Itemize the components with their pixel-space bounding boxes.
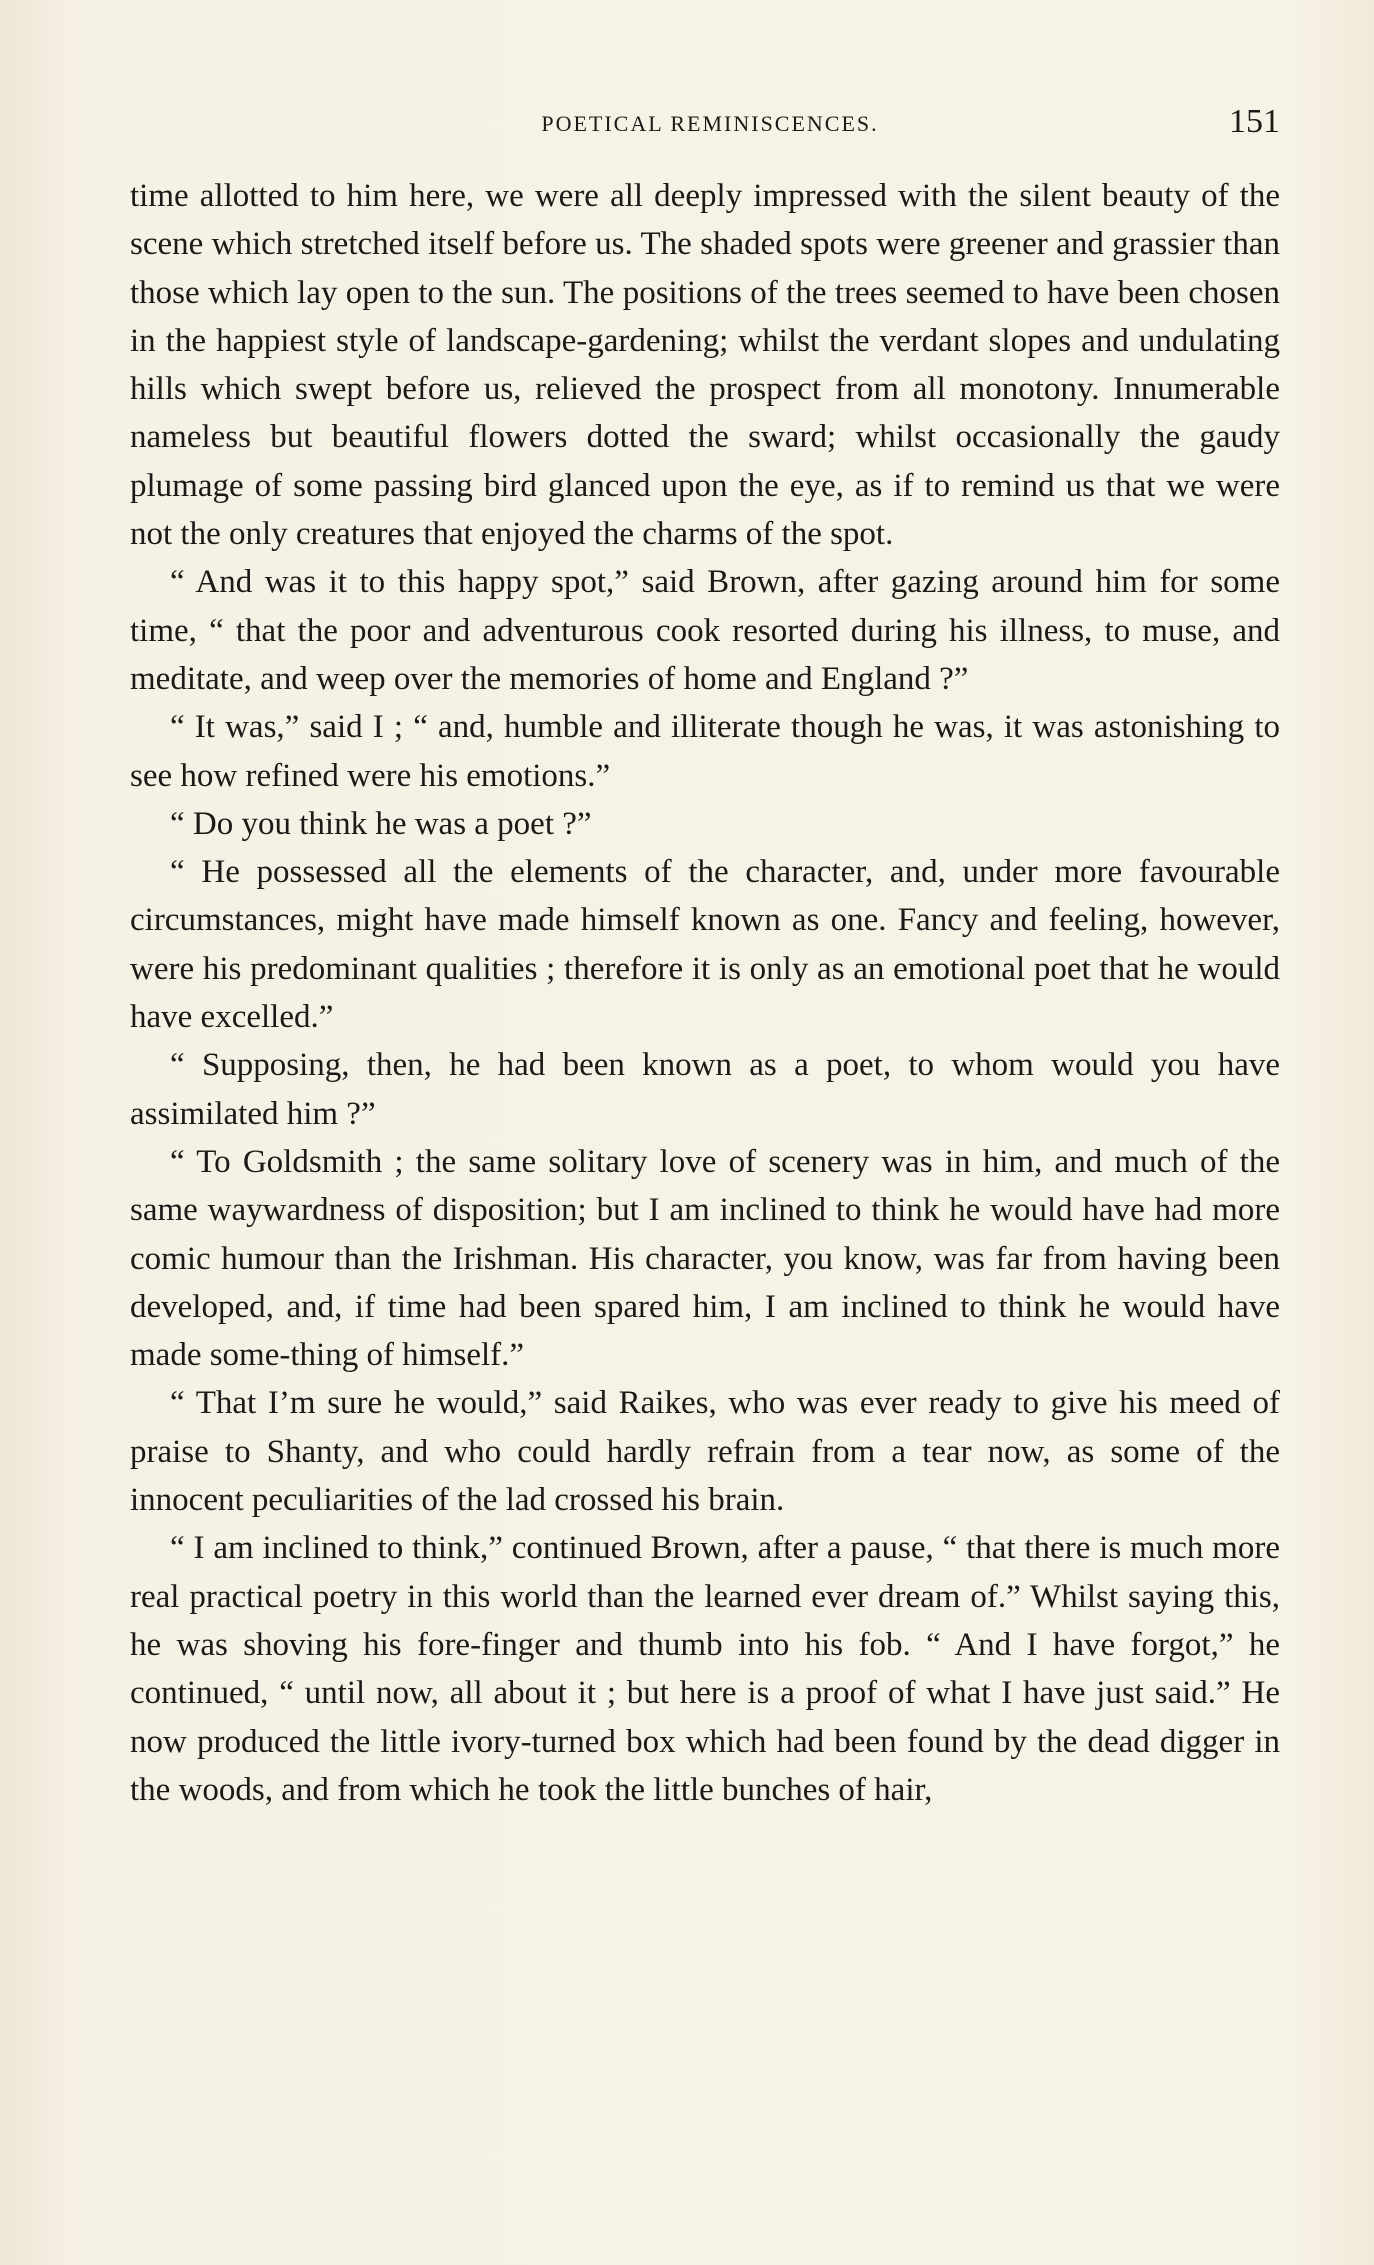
body-text (130, 172, 1280, 1814)
paragraph: “ That I’m sure he would,” said Raikes, who was ever ready to give his meed of praise to Shanty, and who could hardly refrain from a tear now, as some of the innocent peculiarities of the lad crossed his brain. (130, 1385, 1280, 1519)
paragraph: “ To Goldsmith ; the same solitary love of scenery was in him, and much of the same waywardness of disposition; but I am inclined to think he would have had more comic humour than the Irishman. His character, you know, was far from having been developed, and, if time had been spared him, I am inclined to think he would have made some-thing of himself.” (130, 1143, 1280, 1374)
paragraph: “ I am inclined to think,” continued Brown, after a pause, “ that there is much more real practical poetry in this world than the learned ever dream of.” Whilst saying this, he was shoving his fore-finger and thumb into his fob. “ And I have forgot,” he continued, “ until now, all about it ; but here is a proof of what I have just said.” He now produced the little ivory-turned box which had been found by the dead digger in the woods, and from which he took the little bunches of hair, (130, 1530, 1280, 1808)
page-number: 151 (1229, 103, 1280, 140)
paragraph: “ Supposing, then, he had been known as a poet, to whom would you have assimilated him ?” (130, 1047, 1280, 1132)
paragraph: “ Do you think he was a poet ?” (170, 805, 592, 842)
paragraph: time allotted to him here, we were all deeply impressed with the silent beauty of the scene which stretched itself before us. The shaded spots were greener and grassier than those which lay open to the sun. The positions of the trees seemed to have been chosen in the happiest style of landscape-gardening; whilst the verdant slopes and undulating hills which swept before us, relieved the prospect from all monotony. Innumerable nameless but beautiful flowers dotted the sward; whilst occasionally the gaudy plumage of some passing bird glanced upon the eye, as if to remind us that we were not the only creatures that enjoyed the charms of the spot. (130, 178, 1280, 553)
paragraph: “ It was,” said I ; “ and, humble and illiterate though he was, it was astonishing to see how refined were his emotions.” (130, 709, 1280, 794)
paragraph: “ And was it to this happy spot,” said Brown, after gazing around him for some time, “ that the poor and adventurous cook resorted during his illness, to muse, and meditate, and weep over the memories of home and England ?” (130, 564, 1280, 697)
running-head: POETICAL REMINISCENCES. (541, 111, 879, 136)
page-header (130, 103, 1290, 147)
paragraph: “ He possessed all the elements of the character, and, under more favourable circumstances, might have made himself known as one. Fancy and feeling, however, were his predominant qualities ; therefore it is only as an emotional poet that he would have excelled.” (130, 854, 1280, 1036)
